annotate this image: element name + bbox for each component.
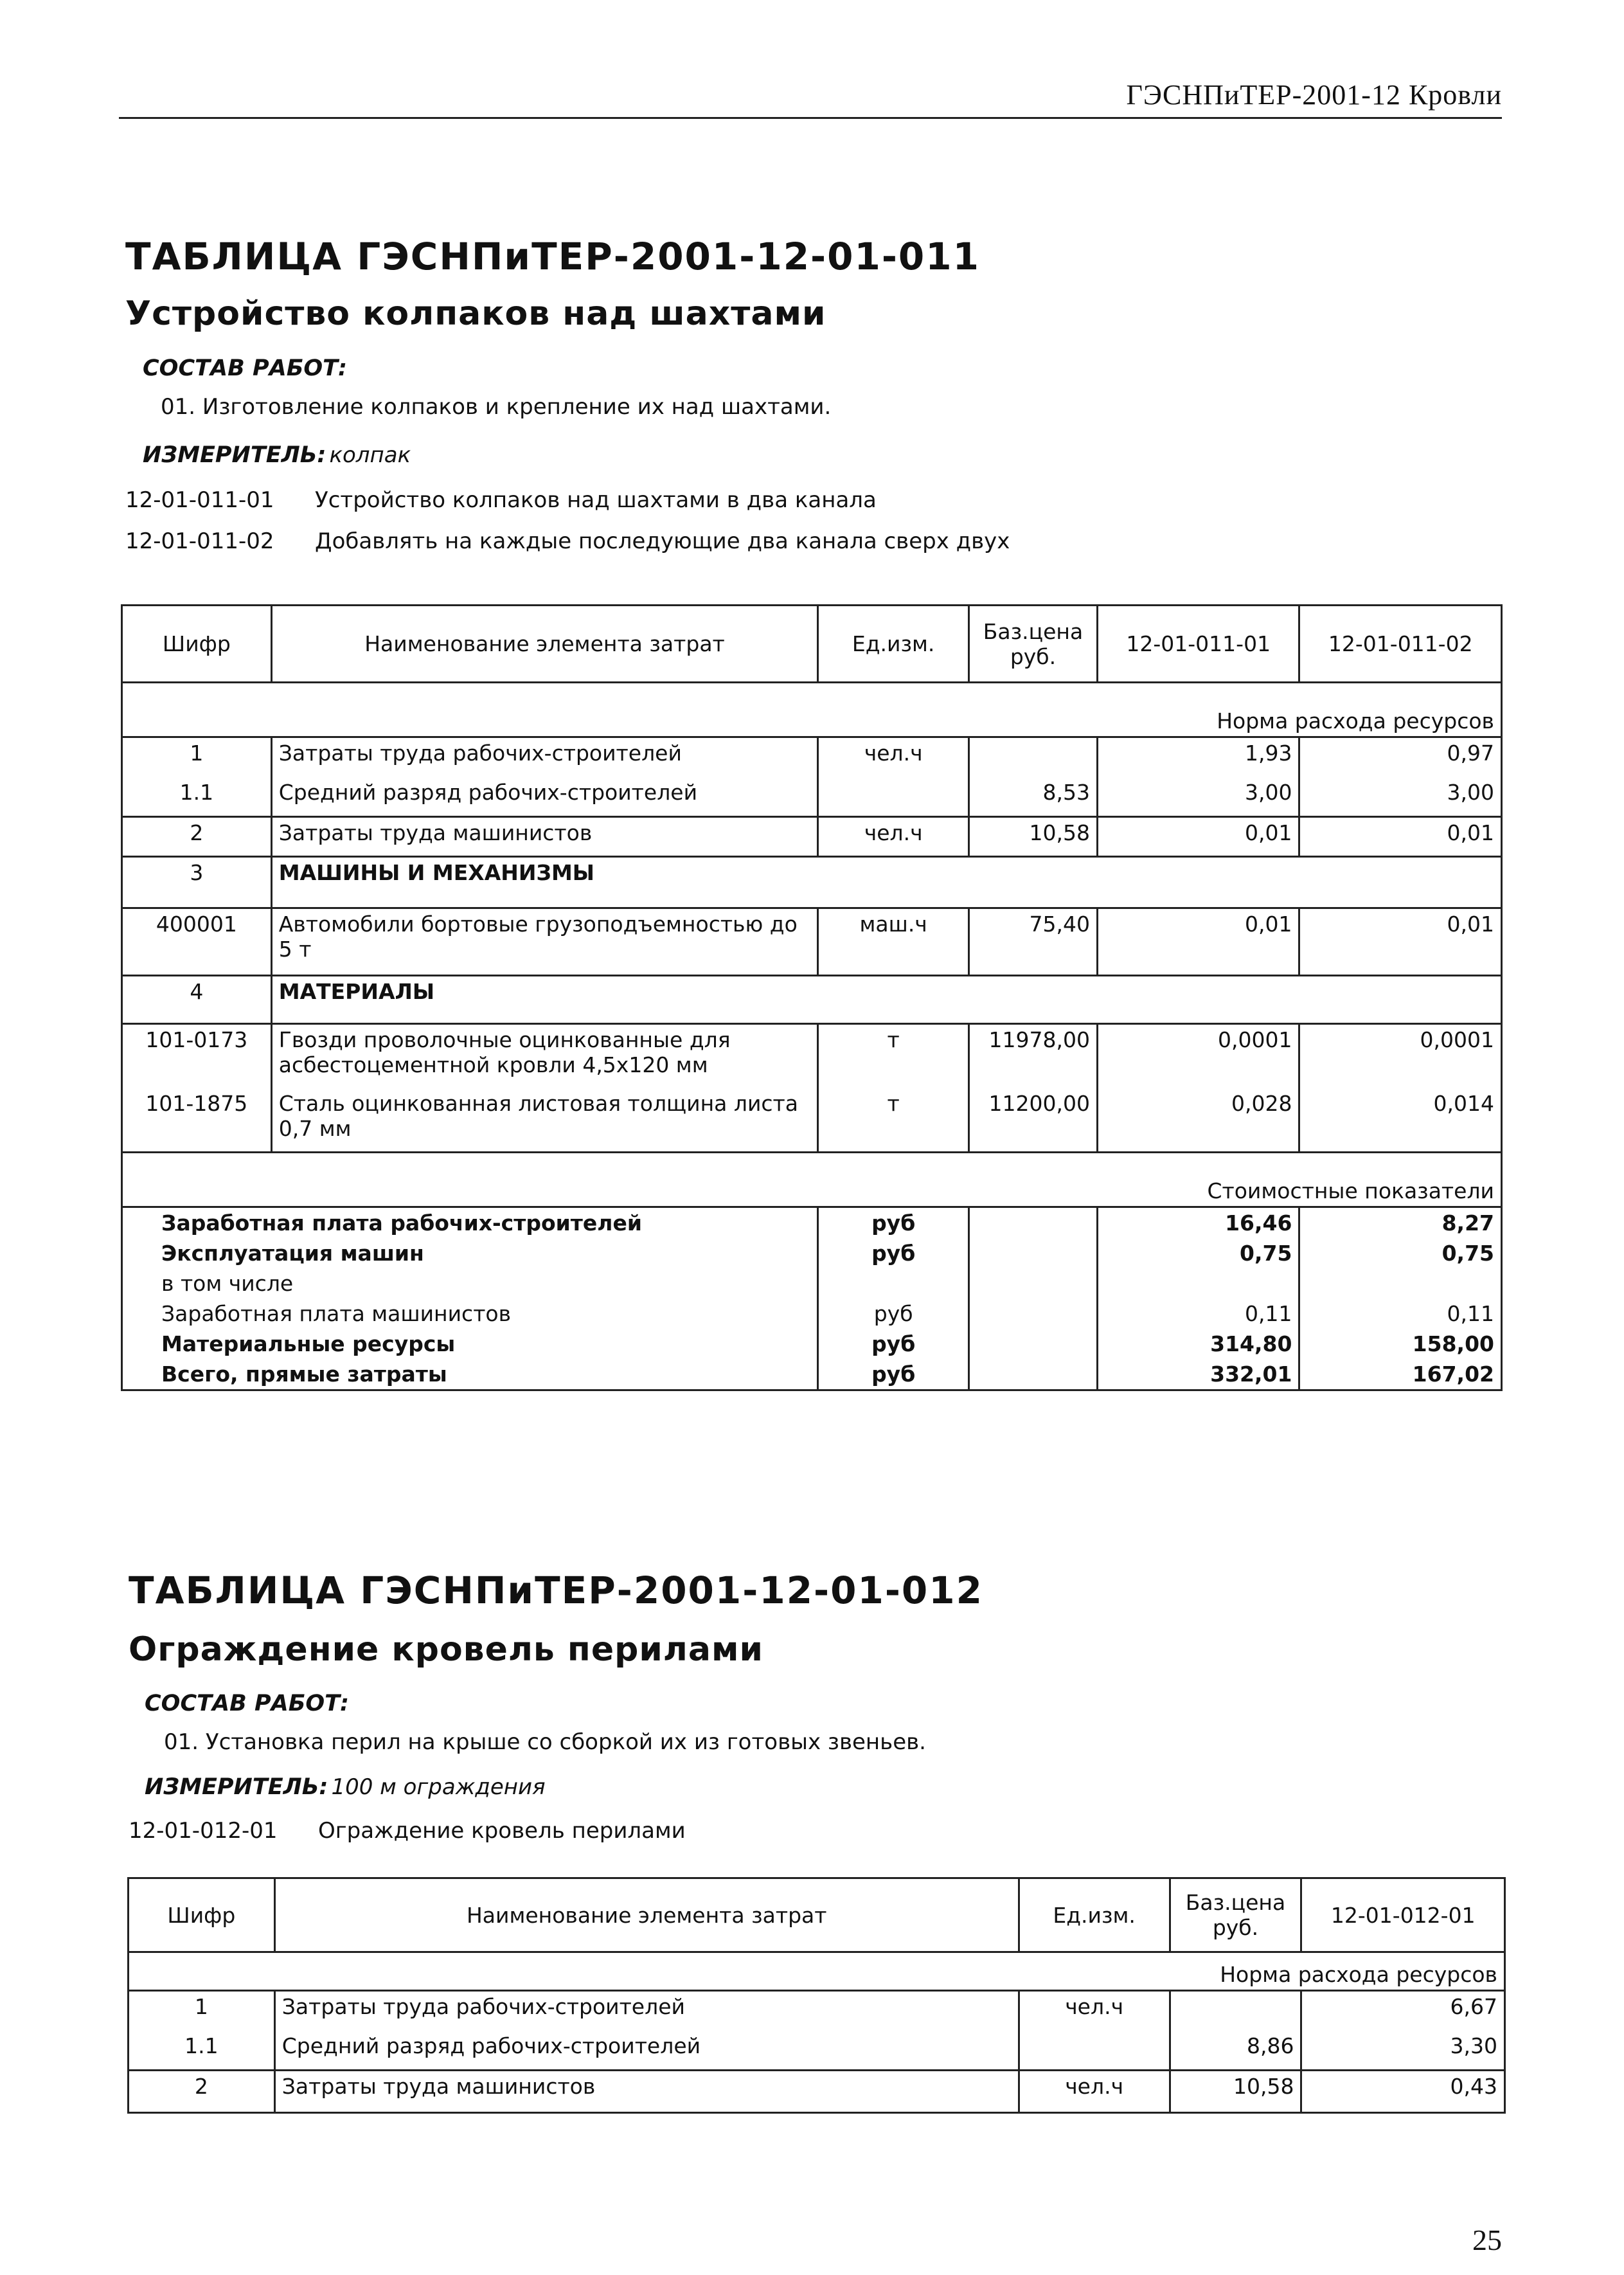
cost-unit: руб: [818, 1359, 969, 1390]
table2-meter: [145, 1774, 546, 1800]
cell-unit: маш.ч: [818, 908, 969, 976]
cost-value-2: 167,02: [1299, 1359, 1502, 1390]
cell-value-2: 3,00: [1299, 777, 1502, 817]
cost-name: в том числе: [122, 1268, 818, 1299]
col-price: Баз.цена руб.: [969, 606, 1098, 683]
cost-price-empty: [969, 1238, 1098, 1268]
cost-caption-row: [122, 1153, 1502, 1207]
cell-value-1: 0,01: [1097, 908, 1299, 976]
norm-caption-row: [122, 683, 1502, 737]
cost-value-1: 0,11: [1097, 1299, 1299, 1329]
cost-value-2: 158,00: [1299, 1329, 1502, 1359]
cell-value-2: 0,0001: [1299, 1024, 1502, 1088]
cost-value-2: [1299, 1268, 1502, 1299]
code-desc: Ограждение кровель перилами: [318, 1818, 686, 1844]
col-price: Баз.цена руб.: [1170, 1878, 1301, 1952]
cell-value-1: 1,93: [1097, 737, 1299, 777]
cost-name: Заработная плата машинистов: [122, 1299, 818, 1329]
cell-code: 2: [129, 2071, 275, 2113]
cell-unit: т: [818, 1024, 969, 1088]
table2-grid: [127, 1877, 1506, 2114]
table1-code-line: [125, 487, 877, 513]
cell-code: 1: [122, 737, 272, 777]
cell-unit: т: [818, 1088, 969, 1153]
page-number: 25: [1472, 2224, 1502, 2256]
col-cipher: Шифр: [122, 606, 272, 683]
cost-price-empty: [969, 1329, 1098, 1359]
cell-price: [969, 737, 1098, 777]
cell-name: Затраты труда машинистов: [271, 817, 818, 857]
table1-meter: [143, 442, 411, 468]
norm-caption: Норма расхода ресурсов: [129, 1952, 1505, 1991]
section-row: [122, 976, 1502, 1024]
table-row: [122, 1088, 1502, 1153]
cost-value-1: 16,46: [1097, 1207, 1299, 1239]
cell-value-1: 0,028: [1097, 1088, 1299, 1153]
cell-price: 11978,00: [969, 1024, 1098, 1088]
cell-price: 8,86: [1170, 2031, 1301, 2071]
cost-value-1: 0,75: [1097, 1238, 1299, 1268]
cell-unit: [818, 777, 969, 817]
cost-value-2: 8,27: [1299, 1207, 1502, 1239]
cell-code: 1.1: [129, 2031, 275, 2071]
table2-code-line: [129, 1818, 686, 1844]
cell-code: 1: [129, 1991, 275, 2031]
cell-value-1: 0,01: [1097, 817, 1299, 857]
norm-caption: Норма расхода ресурсов: [122, 683, 1502, 737]
code-desc: Устройство колпаков над шахтами в два канала: [315, 487, 877, 513]
cell-price: 8,53: [969, 777, 1098, 817]
cost-value-1: [1097, 1268, 1299, 1299]
cost-name: Эксплуатация машин: [122, 1238, 818, 1268]
section-title: МАТЕРИАЛЫ: [271, 976, 1501, 1024]
table-row: [122, 908, 1502, 976]
cell-name: Затраты труда рабочих-строителей: [274, 1991, 1019, 2031]
table-row: [122, 1024, 1502, 1088]
table2-meter-value: 100 м ограждения: [331, 1774, 546, 1800]
running-header: ГЭСНПиТЕР-2001-12 Кровли: [1126, 79, 1502, 111]
cost-unit: руб: [818, 1299, 969, 1329]
cost-value-1: 332,01: [1097, 1359, 1299, 1390]
table1-title: ТАБЛИЦА ГЭСНПиТЕР-2001-12-01-011: [125, 235, 980, 278]
cell-value-1: 0,0001: [1097, 1024, 1299, 1088]
header-rule: [119, 117, 1502, 119]
cell-value-1: 6,67: [1301, 1991, 1505, 2031]
code-desc: Добавлять на каждые последующие два канала сверх двух: [315, 528, 1010, 554]
cell-name: Средний разряд рабочих-строителей: [271, 777, 818, 817]
cell-price: 11200,00: [969, 1088, 1098, 1153]
col-norm-2: 12-01-011-02: [1299, 606, 1502, 683]
cost-row: [122, 1299, 1502, 1329]
cost-price-empty: [969, 1268, 1098, 1299]
cost-unit: руб: [818, 1329, 969, 1359]
cost-row: [122, 1238, 1502, 1268]
col-cipher: Шифр: [129, 1878, 275, 1952]
table-row: [122, 777, 1502, 817]
section-title: МАШИНЫ И МЕХАНИЗМЫ: [271, 857, 1501, 908]
cost-unit: [818, 1268, 969, 1299]
code: 12-01-011-01: [125, 487, 274, 513]
code: 12-01-011-02: [125, 528, 274, 554]
cost-unit: руб: [818, 1238, 969, 1268]
table2-meter-label: ИЗМЕРИТЕЛЬ:: [145, 1774, 328, 1800]
table2-works-item: 01. Установка перил на крыше со сборкой их из готовых звеньев.: [164, 1729, 926, 1755]
table-header-row: [129, 1878, 1505, 1952]
cost-value-2: 0,75: [1299, 1238, 1502, 1268]
cell-value-1: 0,43: [1301, 2071, 1505, 2113]
cost-price-empty: [969, 1207, 1098, 1239]
table-row: [129, 2031, 1505, 2071]
cell-value-2: 0,97: [1299, 737, 1502, 777]
table1-meter-value: колпак: [329, 442, 411, 468]
table-row: [129, 1991, 1505, 2031]
cell-price: 10,58: [969, 817, 1098, 857]
cost-name: Всего, прямые затраты: [122, 1359, 818, 1390]
table-row: [122, 817, 1502, 857]
cell-name: Гвозди проволочные оцинкованные для асбестоцементной кровли 4,5х120 мм: [271, 1024, 818, 1088]
cell-value-1: 3,30: [1301, 2031, 1505, 2071]
table-row: [122, 737, 1502, 777]
cell-name: Сталь оцинкованная листовая толщина листа 0,7 мм: [271, 1088, 818, 1153]
table1-grid: [121, 604, 1503, 1391]
col-name: Наименование элемента затрат: [274, 1878, 1019, 1952]
cost-row: [122, 1268, 1502, 1299]
cost-price-empty: [969, 1299, 1098, 1329]
cell-name: Автомобили бортовые грузоподъемностью до 5 т: [271, 908, 818, 976]
cell-code: 3: [122, 857, 272, 908]
cell-price: 10,58: [1170, 2071, 1301, 2113]
cell-name: Затраты труда машинистов: [274, 2071, 1019, 2113]
cell-value-2: 0,01: [1299, 908, 1502, 976]
cost-row: [122, 1329, 1502, 1359]
table1-subtitle: Устройство колпаков над шахтами: [125, 294, 826, 333]
cell-price: 75,40: [969, 908, 1098, 976]
cell-code: 4: [122, 976, 272, 1024]
table2-title: ТАБЛИЦА ГЭСНПиТЕР-2001-12-01-012: [129, 1569, 983, 1612]
cost-price-empty: [969, 1359, 1098, 1390]
cell-unit: [1019, 2031, 1170, 2071]
cell-code: 2: [122, 817, 272, 857]
table-row: [129, 2071, 1505, 2113]
col-norm-1: 12-01-012-01: [1301, 1878, 1505, 1952]
cell-name: Затраты труда рабочих-строителей: [271, 737, 818, 777]
table2-works-label: СОСТАВ РАБОТ:: [145, 1691, 349, 1716]
table1-works-item: 01. Изготовление колпаков и крепление их над шахтами.: [161, 394, 832, 420]
col-unit: Ед.изм.: [1019, 1878, 1170, 1952]
cell-code: 101-1875: [122, 1088, 272, 1153]
cell-unit: чел.ч: [1019, 2071, 1170, 2113]
cost-row: [122, 1359, 1502, 1390]
cost-unit: руб: [818, 1207, 969, 1239]
table1-meter-label: ИЗМЕРИТЕЛЬ:: [143, 442, 326, 468]
cell-unit: чел.ч: [818, 737, 969, 777]
table1-code-line: [125, 528, 1010, 554]
norm-caption-row: [129, 1952, 1505, 1991]
col-name: Наименование элемента затрат: [271, 606, 818, 683]
table1-works-label: СОСТАВ РАБОТ:: [143, 355, 347, 381]
table-header-row: [122, 606, 1502, 683]
col-norm-1: 12-01-011-01: [1097, 606, 1299, 683]
col-unit: Ед.изм.: [818, 606, 969, 683]
cost-name: Материальные ресурсы: [122, 1329, 818, 1359]
cost-name: Заработная плата рабочих-строителей: [122, 1207, 818, 1239]
cell-code: 1.1: [122, 777, 272, 817]
cell-value-2: 0,01: [1299, 817, 1502, 857]
cost-caption: Стоимостные показатели: [122, 1153, 1502, 1207]
cost-value-2: 0,11: [1299, 1299, 1502, 1329]
cell-code: 101-0173: [122, 1024, 272, 1088]
cost-row: [122, 1207, 1502, 1239]
table2-subtitle: Ограждение кровель перилами: [129, 1630, 763, 1669]
section-row: [122, 857, 1502, 908]
cell-value-1: 3,00: [1097, 777, 1299, 817]
cell-price: [1170, 1991, 1301, 2031]
cell-unit: чел.ч: [818, 817, 969, 857]
cell-name: Средний разряд рабочих-строителей: [274, 2031, 1019, 2071]
code: 12-01-012-01: [129, 1818, 278, 1844]
cell-code: 400001: [122, 908, 272, 976]
cell-unit: чел.ч: [1019, 1991, 1170, 2031]
cell-value-2: 0,014: [1299, 1088, 1502, 1153]
cost-value-1: 314,80: [1097, 1329, 1299, 1359]
